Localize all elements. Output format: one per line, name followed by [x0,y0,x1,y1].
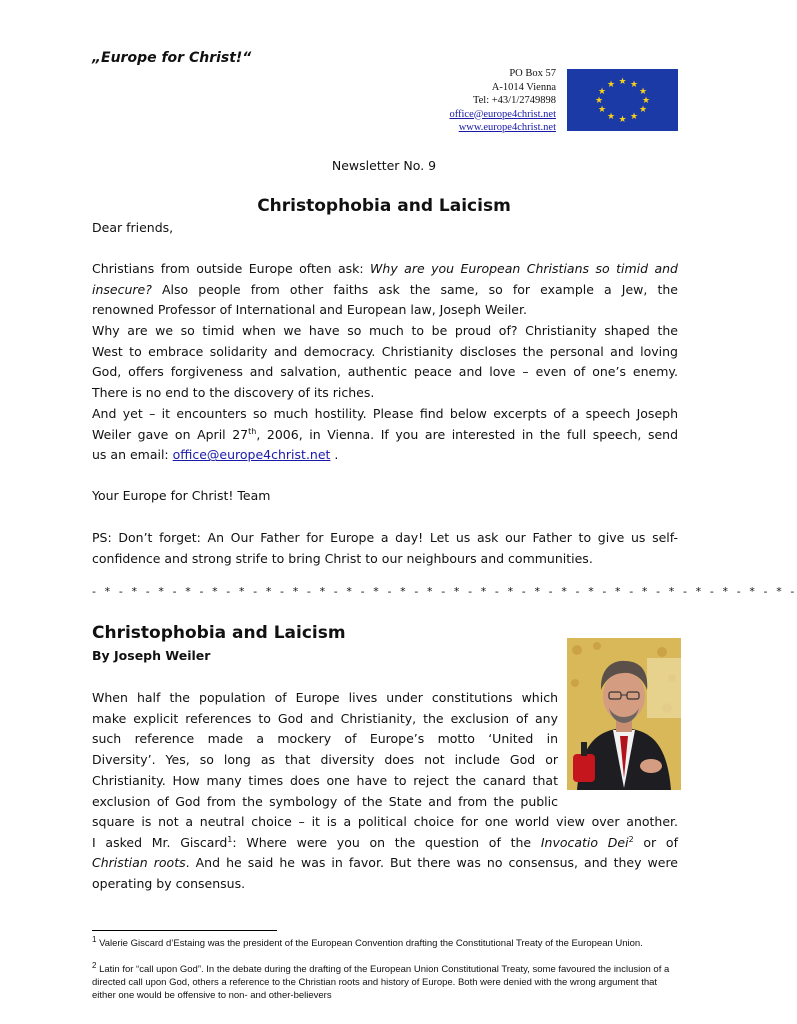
svg-text:★: ★ [597,87,607,97]
intro-paragraph-2: Why are we so timid when we have so much to be proud of? Christianity shaped the West to embrace solidarity and democracy. Christianity discloses the personal and loving God, offers forgiveness and salvation, authentic peace and love – even of one’s enemy. There is no end to the discovery of its riches. [92,323,678,401]
svg-text:★: ★ [618,77,627,87]
newsletter-number: Newsletter No. 9 [331,158,437,173]
svg-text:★: ★ [606,112,616,122]
eu-flag-icon [567,69,678,131]
svg-text:★: ★ [594,96,604,106]
article-title: Christophobia and Laicism [92,623,346,643]
svg-text:★: ★ [606,80,616,90]
svg-text:★: ★ [638,105,648,115]
city: A-1014 Vienna [491,81,556,93]
article-paragraph-wrapped: When half the population of Europe lives under constitutions which make explicit references to God and Christianity, the exclusion of any such reference made a mockery of Europe’s motto ‘United in Diversity’. Yes, so long as that diversity does not include God or Christianity. How many times does one have to reject the canard that exclusion of God from the symbology of the State and from the public [92,690,558,809]
speaker-portrait [567,638,681,790]
footnote-1: $^1$ Valerie Giscard d’Estaing was the president of the European Convention drafting the Constitutional Treaty of the European Union. [92,934,643,949]
contact-block [449,67,556,135]
telephone: Tel: +43/1/2749898 [472,95,556,106]
svg-text:★: ★ [629,112,639,122]
svg-text:★: ★ [618,115,627,125]
svg-text:★: ★ [629,80,639,90]
intro-paragraph-3: And yet – it encounters so much hostility. Please find below excerpts of a speech Joseph Weiler gave on April 27th, 2006, in Vienna. If you are interested in the full speech, send us an email: office@europe4christ.net . [92,406,678,463]
website-link[interactable]: www.europe4christ.net [458,122,556,133]
signature: Your Europe for Christ! Team [92,488,271,503]
page-title: Christophobia and Laicism [257,196,511,216]
article-paragraph: square is not a neutral choice – it is a political choice for one world view over another. I asked Mr. Giscard$^1$: Where were you on the question of the Invocatio Dei$^2$ or of Christian roots. And he said he was in favor. But there was no consensus, and they were operating by consensus. [92,814,679,892]
article-author: By Joseph Weiler [92,648,211,663]
footnote-2: $^2$ Latin for “call upon God”. In the debate during the drafting of the European Union Constitutional Treaty, some favoured the inclusion of a directed call upon God, others a reference to the Christian roots and history of Europe. Both were denied with the wrong argument that either one would be offensive to non- and other-believers [92,960,670,1001]
email-link-body[interactable]: office@europe4christ.net [172,447,331,463]
email-link[interactable]: office@europe4christ.net [449,108,556,120]
svg-text:★: ★ [638,87,648,97]
salutation: Dear friends, [92,220,174,235]
footnote-divider [92,930,277,931]
svg-text:★: ★ [597,105,607,115]
separator: - * - * - * - * - * - * - * - * - * - * - * - * - * - * - * - * - * - * - * - * - * - * - * - * - * - * - [92,585,797,598]
postscript: PS: Don’t forget: An Our Father for Europe a day! Let us ask our Father to give us self- confidence and strong strife to bring Christ to our neighbours and communities. [92,530,678,566]
organization-title: „Europe for Christ!“ [92,50,252,66]
po-box: PO Box 57 [509,68,556,79]
svg-text:★: ★ [641,96,651,106]
intro-paragraph-1: Christians from outside Europe often ask: Why are you European Christians so timid and insecure? Also people from other faiths ask the same, so for example a Jew, the renowned Professor of International and European law, Joseph Weiler. [92,261,678,318]
